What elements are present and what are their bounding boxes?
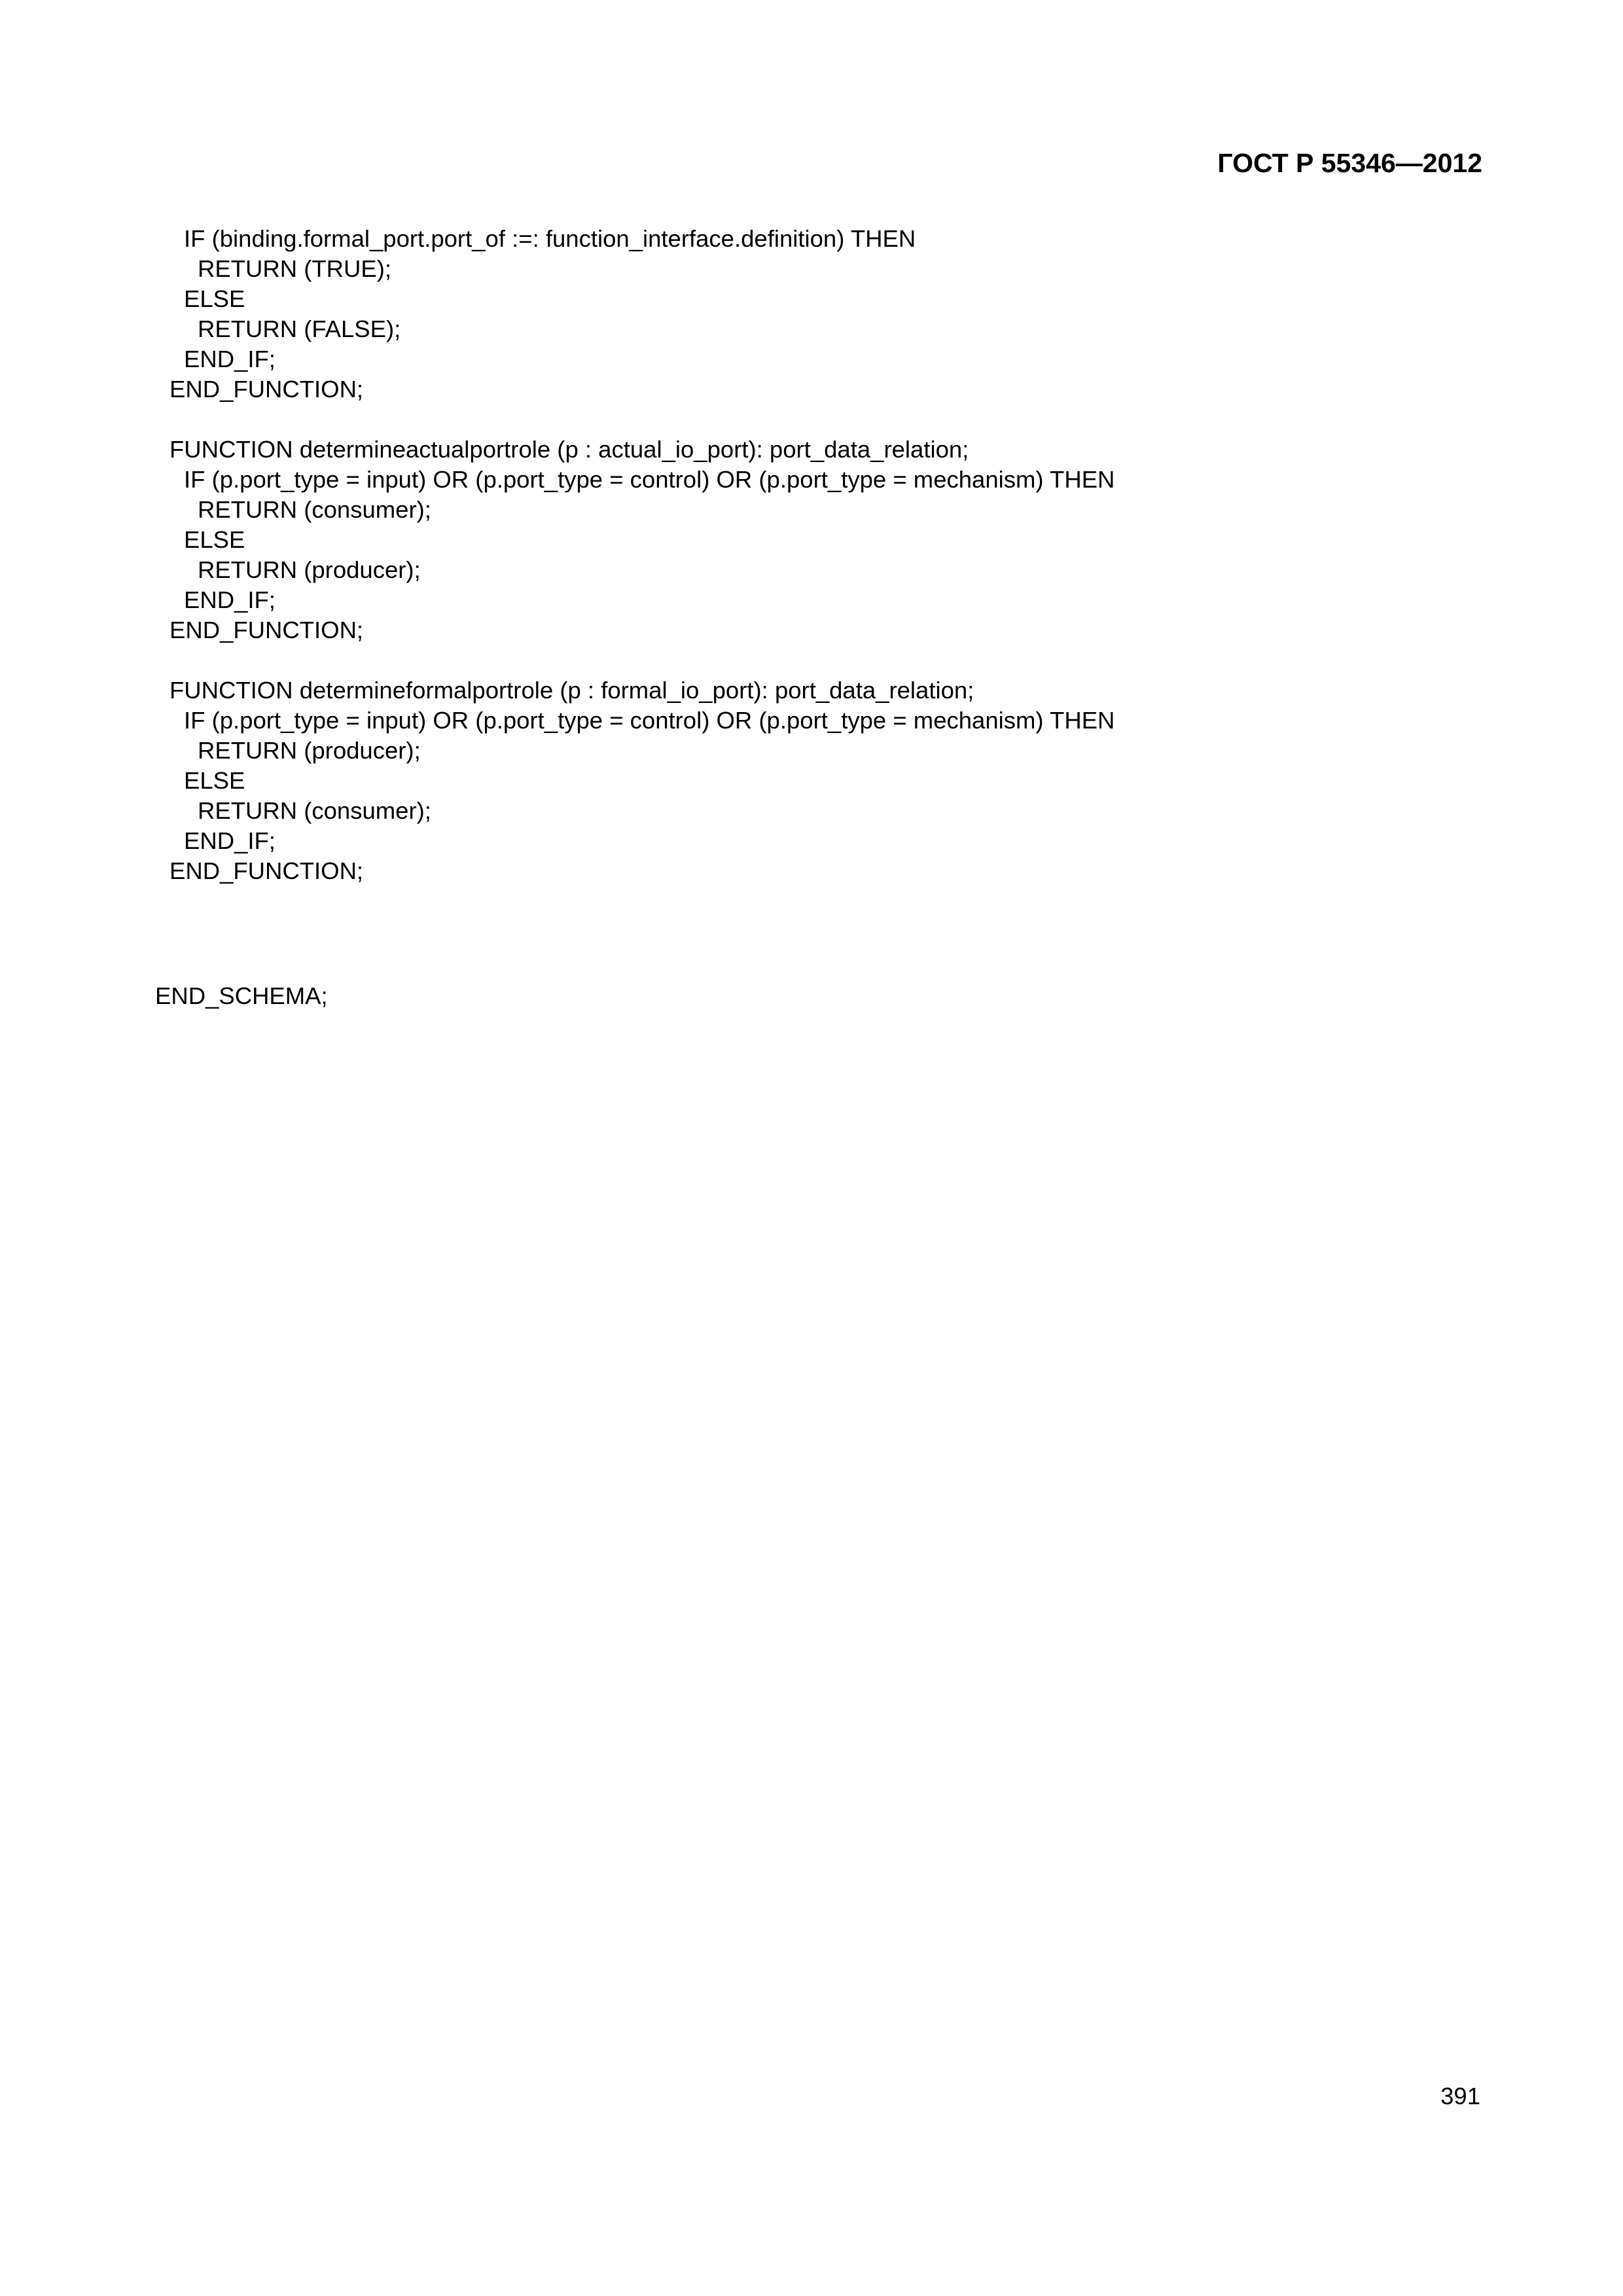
code-line: IF (binding.formal_port.port_of :=: function_interface.definition) THEN: [184, 225, 916, 252]
code-line: END_FUNCTION;: [169, 376, 364, 403]
code-line: END_IF;: [184, 346, 276, 372]
end-schema-statement: END_SCHEMA;: [155, 982, 328, 1009]
code-listing: [0, 224, 1440, 886]
code-line: RETURN (producer);: [198, 556, 421, 583]
code-line: RETURN (consumer);: [198, 496, 431, 523]
code-line: ELSE: [184, 767, 245, 794]
code-line: END_FUNCTION;: [169, 617, 364, 643]
code-line: FUNCTION determineactualportrole (p : actual_io_port): port_data_relation;: [169, 436, 969, 463]
page-header-standard-id: ГОСТ Р 55346—2012: [1217, 148, 1482, 178]
code-line: END_FUNCTION;: [169, 857, 364, 884]
code-line: IF (p.port_type = input) OR (p.port_type = control) OR (p.port_type = mechanism) THEN: [184, 707, 1115, 734]
code-line: ELSE: [184, 526, 245, 553]
blank-line: [0, 645, 1440, 675]
code-line: END_IF;: [184, 827, 276, 854]
code-line: END_IF;: [184, 586, 276, 613]
code-line: RETURN (TRUE);: [198, 255, 392, 282]
page-number: 391: [1440, 2083, 1480, 2109]
code-line: RETURN (consumer);: [198, 797, 431, 824]
code-line: FUNCTION determineformalportrole (p : formal_io_port): port_data_relation;: [169, 677, 974, 704]
code-line: IF (p.port_type = input) OR (p.port_type = control) OR (p.port_type = mechanism) THEN: [184, 466, 1115, 493]
code-line: RETURN (FALSE);: [198, 315, 401, 342]
code-line: RETURN (producer);: [198, 737, 421, 764]
code-line: ELSE: [184, 285, 245, 312]
blank-line: [0, 404, 1440, 435]
